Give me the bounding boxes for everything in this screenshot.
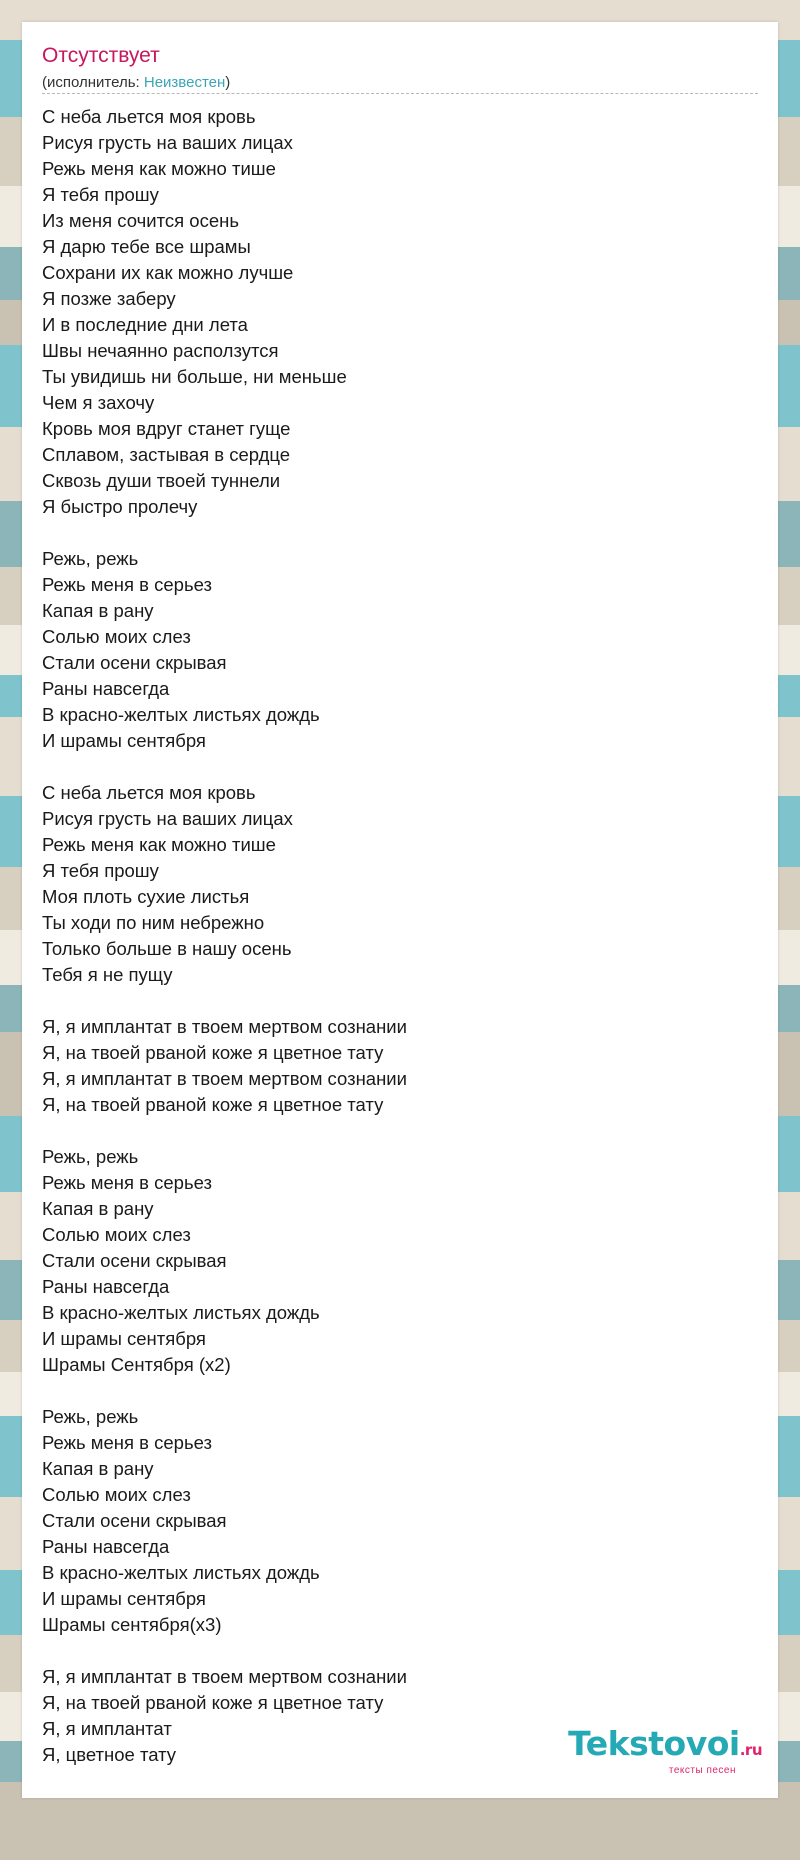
title-divider: [42, 93, 758, 94]
lyric-line: В красно-желтых листьях дождь: [42, 704, 320, 725]
lyric-line: Швы нечаянно расползутся: [42, 340, 279, 361]
lyric-line: Режь меня в серьез: [42, 574, 212, 595]
lyric-line: Режь, режь: [42, 1406, 139, 1427]
artist-line: [42, 74, 230, 91]
lyric-line: Я, я имплантат в твоем мертвом сознании: [42, 1016, 407, 1037]
lyric-line: Сквозь души твоей туннели: [42, 470, 281, 491]
lyric-line: С неба льется моя кровь: [42, 106, 256, 127]
stanza-break: [42, 1378, 762, 1404]
lyric-line: И в последние дни лета: [42, 314, 248, 335]
artist-prefix: (исполнитель:: [42, 74, 144, 91]
lyric-line: Раны навсегда: [42, 1276, 170, 1297]
lyric-line: Сплавом, застывая в сердце: [42, 444, 291, 465]
lyric-line: Я, на твоей рваной коже я цветное тату: [42, 1042, 384, 1063]
lyric-line: Тебя я не пущу: [42, 964, 173, 985]
lyric-line: Режь меня как можно тише: [42, 834, 276, 855]
lyric-line: Ты ходи по ним небрежно: [42, 912, 265, 933]
lyric-line: В красно-желтых листьях дождь: [42, 1302, 320, 1323]
stanza-break: [42, 754, 762, 780]
lyric-line: Я дарю тебе все шрамы: [42, 236, 251, 257]
lyric-line: И шрамы сентября: [42, 1588, 206, 1609]
lyric-line: Я, я имплантат: [42, 1718, 172, 1739]
lyric-line: Кровь моя вдруг станет гуще: [42, 418, 291, 439]
lyric-line: В красно-желтых листьях дождь: [42, 1562, 320, 1583]
lyric-line: Я тебя прошу: [42, 860, 159, 881]
logo-name: Tekstovoi: [568, 1724, 740, 1763]
lyric-line: Режь, режь: [42, 1146, 139, 1167]
lyric-line: Солью моих слез: [42, 626, 191, 647]
lyric-line: Стали осени скрывая: [42, 1250, 227, 1271]
stanza-break: [42, 1118, 762, 1144]
lyric-line: Чем я захочу: [42, 392, 155, 413]
stanza-break: [42, 1638, 762, 1664]
lyric-line: Стали осени скрывая: [42, 652, 227, 673]
lyric-line: Я, на твоей рваной коже я цветное тату: [42, 1094, 384, 1115]
artist-link[interactable]: Неизвестен: [143, 74, 226, 91]
logo-tagline: тексты песен: [668, 1765, 736, 1776]
lyric-line: Я, я имплантат в твоем мертвом сознании: [42, 1666, 407, 1687]
lyric-line: Режь меня как можно тише: [42, 158, 276, 179]
lyric-line: Я, я имплантат в твоем мертвом сознании: [42, 1068, 407, 1089]
lyric-line: Я, на твоей рваной коже я цветное тату: [42, 1692, 384, 1713]
lyric-line: С неба льется моя кровь: [42, 782, 256, 803]
site-logo[interactable]: [568, 1724, 762, 1776]
artist-suffix: ): [225, 74, 231, 91]
lyrics-text: [42, 104, 762, 1768]
lyric-line: Режь меня в серьез: [42, 1172, 212, 1193]
lyric-line: Раны навсегда: [42, 1536, 170, 1557]
logo-wordmark: [568, 1724, 762, 1767]
logo-tld: .ru: [739, 1741, 762, 1759]
lyric-line: Я тебя прошу: [42, 184, 159, 205]
lyric-line: Моя плоть сухие листья: [42, 886, 250, 907]
lyric-line: И шрамы сентября: [42, 730, 206, 751]
lyrics-card: [22, 22, 778, 1798]
lyric-line: Шрамы сентября(x3): [42, 1614, 222, 1635]
stanza-break: [42, 520, 762, 546]
lyric-line: Шрамы Сентября (x2): [42, 1354, 231, 1375]
lyric-line: И шрамы сентября: [42, 1328, 206, 1349]
lyric-line: Капая в рану: [42, 1458, 154, 1479]
stanza-break: [42, 988, 762, 1014]
lyric-line: Солью моих слез: [42, 1484, 191, 1505]
lyric-line: Из меня сочится осень: [42, 210, 239, 231]
lyric-line: Сохрани их как можно лучше: [42, 262, 294, 283]
lyric-line: Я, цветное тату: [42, 1744, 177, 1765]
lyric-line: Режь меня в серьез: [42, 1432, 212, 1453]
lyric-line: Капая в рану: [42, 600, 154, 621]
lyric-line: Стали осени скрывая: [42, 1510, 227, 1531]
lyric-line: Рисуя грусть на ваших лицах: [42, 808, 293, 829]
song-title: Отсутствует: [42, 44, 160, 67]
lyric-line: Рисуя грусть на ваших лицах: [42, 132, 293, 153]
lyric-line: Режь, режь: [42, 548, 139, 569]
lyric-line: Только больше в нашу осень: [42, 938, 292, 959]
lyric-line: Солью моих слез: [42, 1224, 191, 1245]
lyric-line: Капая в рану: [42, 1198, 154, 1219]
lyric-line: Я позже заберу: [42, 288, 176, 309]
lyric-line: Я быстро пролечу: [42, 496, 198, 517]
lyric-line: Ты увидишь ни больше, ни меньше: [42, 366, 347, 387]
lyric-line: Раны навсегда: [42, 678, 170, 699]
